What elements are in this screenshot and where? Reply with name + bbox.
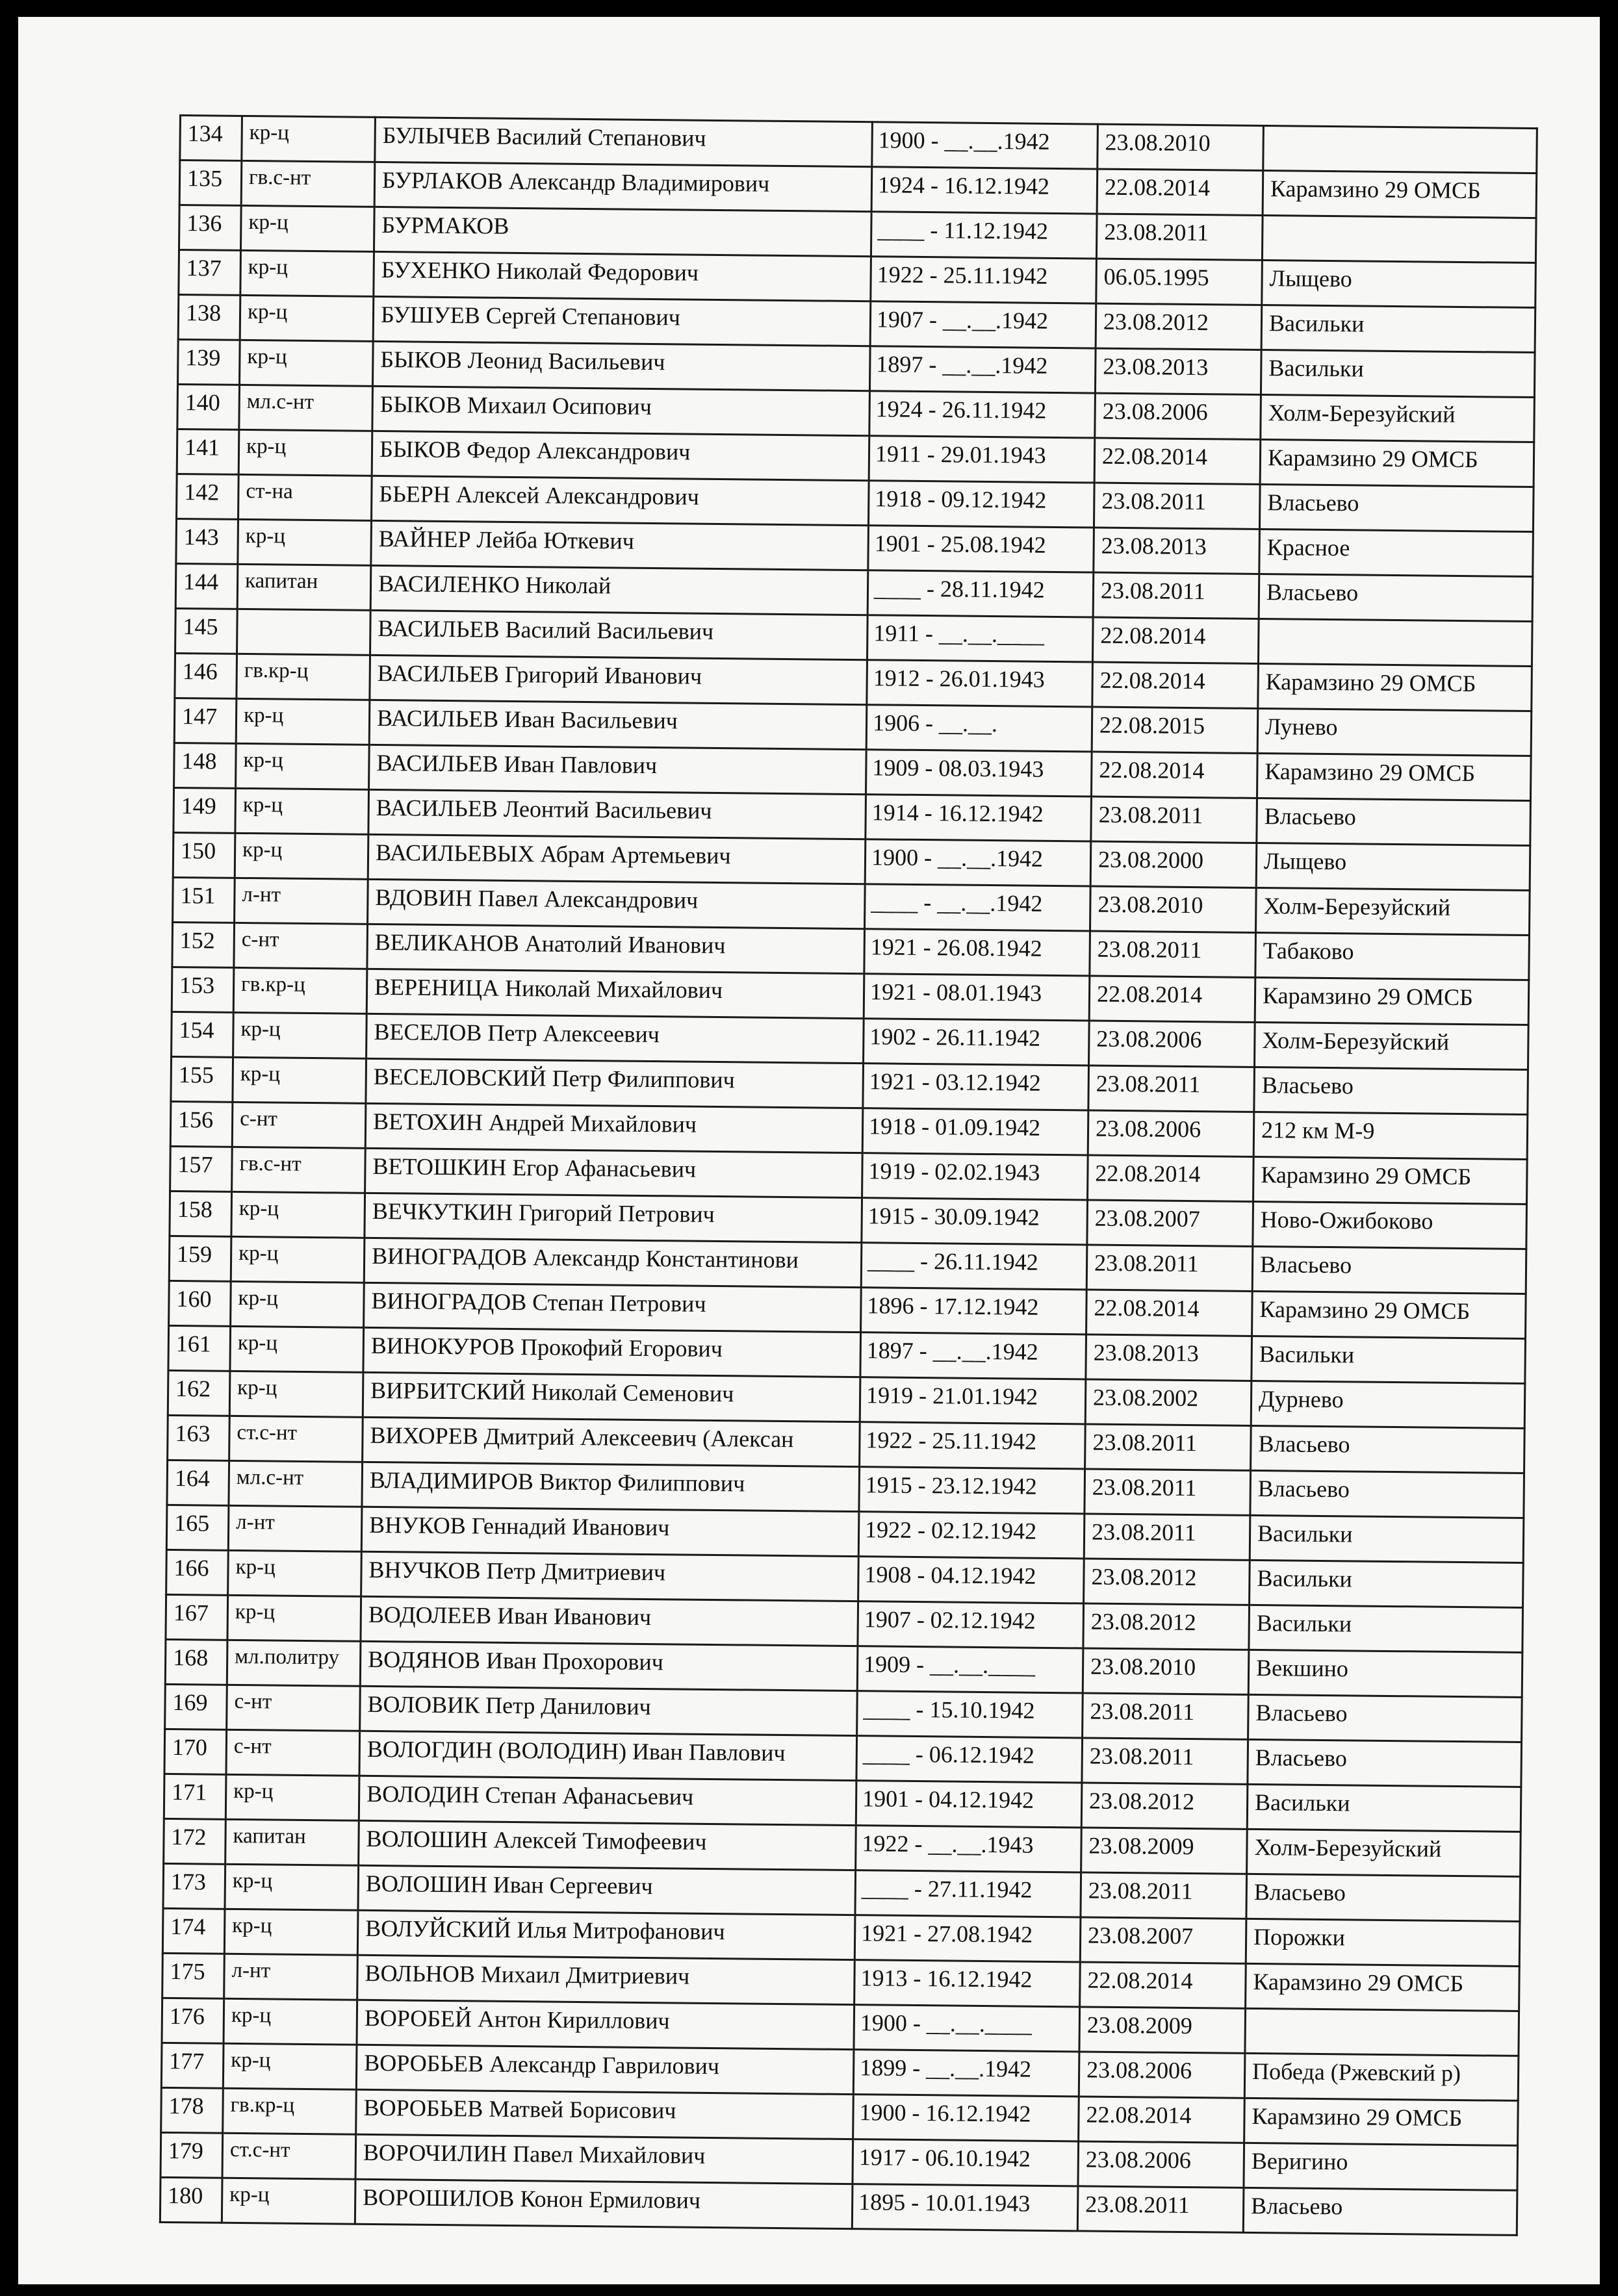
birth-death-years: 1899 - __.__.1942 [853, 2050, 1079, 2097]
birth-death-years: ____ - 26.11.1942 [861, 1243, 1087, 1290]
row-number: 175 [162, 1953, 225, 1998]
birth-death-years: 1921 - 03.12.1942 [863, 1064, 1089, 1110]
full-name: ВДОВИН Павел Александрович [368, 879, 866, 928]
reburial-date: 22.08.2014 [1092, 662, 1259, 708]
row-number: 144 [175, 563, 238, 609]
military-rank: кр-ц [224, 1909, 358, 1955]
birth-death-years: 1919 - 02.02.1943 [862, 1153, 1088, 1200]
birth-death-years: 1924 - 26.11.1942 [869, 391, 1096, 438]
row-number: 173 [163, 1863, 225, 1909]
row-number: 158 [170, 1191, 232, 1236]
burial-place: Векшино [1248, 1650, 1522, 1697]
full-name: ВОРОБЕЙ Антон Кириллович [357, 2000, 854, 2049]
reburial-date: 23.08.2011 [1082, 1738, 1248, 1784]
roster-body [160, 116, 1537, 2236]
full-name: ВОЛУЙСКИЙ Илья Митрофанович [357, 1910, 855, 1959]
birth-death-years: ____ - 15.10.1942 [857, 1691, 1083, 1738]
military-rank [237, 609, 371, 655]
row-number: 150 [173, 832, 235, 878]
birth-death-years: 1911 - __.__.____ [867, 615, 1093, 662]
military-rank: кр-ц [227, 1595, 361, 1641]
row-number: 140 [177, 384, 240, 429]
burial-place: Власьево [1257, 798, 1531, 845]
burial-place: Власьево [1248, 1739, 1522, 1787]
military-rank: мл.политру [227, 1640, 361, 1686]
reburial-date: 23.08.2007 [1080, 1917, 1246, 1963]
birth-death-years: 1909 - 08.03.1943 [866, 750, 1092, 797]
reburial-date: 06.05.1995 [1096, 259, 1263, 305]
burial-place [1263, 126, 1537, 173]
row-number: 179 [161, 2132, 223, 2178]
full-name: ВИНОГРАДОВ Александр Константинови [364, 1238, 862, 1287]
reburial-date: 23.08.2011 [1094, 483, 1260, 529]
full-name: БЬЕРН Алексей Александрович [372, 476, 869, 525]
full-name: ВАСИЛЬЕВЫХ Абрам Артемьевич [368, 834, 866, 884]
full-name: БУЛЫЧЕВ Василий Степанович [375, 117, 873, 166]
military-rank: л-нт [224, 1954, 358, 2000]
burial-place: Дурнево [1251, 1381, 1525, 1428]
military-rank: кр-ц [233, 1057, 366, 1103]
burial-place: Веригино [1244, 2143, 1518, 2190]
full-name: ВОДОЛЕЕВ Иван Иванович [361, 1596, 858, 1646]
reburial-date: 23.08.2012 [1083, 1603, 1250, 1650]
reburial-date: 23.08.2009 [1079, 2007, 1246, 2053]
row-number: 135 [179, 160, 242, 206]
full-name: БУРЛАКОВ Александр Владимирович [374, 162, 872, 211]
row-number: 171 [164, 1774, 226, 1819]
full-name: ВЕЛИКАНОВ Анатолий Иванович [367, 924, 865, 973]
row-number: 141 [177, 429, 239, 474]
burial-place: Красное [1259, 529, 1534, 576]
burial-place: Карамзино 29 ОМСБ [1257, 753, 1531, 800]
military-rank: кр-ц [238, 519, 372, 565]
birth-death-years: 1896 - 17.12.1942 [861, 1288, 1087, 1334]
military-rank: с-нт [226, 1729, 360, 1776]
reburial-date: 23.08.2013 [1086, 1334, 1252, 1381]
military-rank: кр-ц [240, 205, 374, 251]
military-rank: кр-ц [236, 743, 370, 789]
military-rank: кр-ц [233, 1012, 367, 1058]
birth-death-years: 1907 - __.__.1942 [870, 301, 1096, 348]
reburial-date: 23.08.2013 [1094, 528, 1260, 574]
military-rank: л-нт [228, 1505, 362, 1551]
full-name: БУРМАКОВ [374, 207, 871, 256]
full-name: ВИРБИТСКИЙ Николай Семенович [363, 1372, 860, 1422]
reburial-date: 23.08.2011 [1085, 1469, 1251, 1515]
military-rank: кр-ц [240, 250, 374, 296]
birth-death-years: 1900 - __.__.1942 [865, 839, 1091, 886]
full-name: ВАСИЛЕНКО Николай [370, 565, 868, 615]
reburial-date: 23.08.2012 [1081, 1783, 1248, 1829]
row-number: 164 [167, 1460, 229, 1505]
reburial-date: 23.08.2012 [1084, 1559, 1250, 1605]
row-number: 169 [165, 1684, 227, 1729]
reburial-date: 22.08.2015 [1092, 707, 1258, 753]
burial-place: 212 км М-9 [1253, 1112, 1528, 1159]
burial-place: Лыщево [1262, 261, 1536, 308]
row-number: 137 [179, 250, 241, 296]
military-rank: ст.с-нт [222, 2133, 356, 2179]
full-name: ВАСИЛЬЕВ Григорий Иванович [370, 655, 867, 704]
military-rank: л-нт [235, 878, 368, 924]
burial-place: Лунево [1257, 708, 1532, 756]
row-number: 160 [169, 1281, 231, 1326]
birth-death-years: ____ - __.__.1942 [865, 884, 1091, 931]
reburial-date: 23.08.2009 [1081, 1828, 1248, 1874]
military-rank: с-нт [234, 923, 368, 969]
reburial-date: 22.08.2014 [1092, 617, 1259, 663]
burial-place: Васильки [1261, 305, 1535, 353]
row-number: 149 [173, 787, 236, 833]
row-number: 167 [166, 1594, 228, 1640]
burial-place: Власьево [1259, 574, 1533, 621]
burial-place: Васильки [1250, 1515, 1524, 1563]
row-number: 155 [171, 1056, 233, 1102]
birth-death-years: 1922 - 25.11.1942 [871, 257, 1097, 303]
reburial-date: 23.08.2011 [1091, 797, 1257, 843]
birth-death-years: 1895 - 10.01.1943 [852, 2184, 1078, 2231]
row-number: 151 [173, 877, 235, 923]
full-name: ВОДЯНОВ Иван Прохорович [360, 1641, 858, 1690]
full-name: БУШУЕВ Сергей Степанович [373, 296, 871, 346]
burial-place: Власьево [1259, 484, 1534, 531]
birth-death-years: 1897 - __.__.1942 [869, 346, 1096, 393]
row-number: 166 [166, 1550, 229, 1595]
full-name: БЫКОВ Леонид Васильевич [372, 341, 870, 390]
military-rank: кр-ц [235, 788, 369, 834]
birth-death-years: 1906 - __.__. [866, 705, 1092, 752]
military-rank: кр-ц [236, 698, 370, 745]
row-number: 146 [175, 653, 237, 698]
row-number: 153 [172, 967, 234, 1012]
reburial-date: 23.08.2000 [1090, 841, 1257, 887]
reburial-date: 22.08.2014 [1079, 2097, 1245, 2143]
full-name: ВОРОБЬЕВ Александр Гаврилович [356, 2045, 854, 2094]
military-rank: гв.кр-ц [223, 2088, 357, 2134]
burial-place: Власьево [1252, 1246, 1526, 1294]
burial-place: Васильки [1249, 1605, 1523, 1652]
birth-death-years: 1922 - __.__.1943 [856, 1826, 1082, 1872]
military-rank: кр-ц [231, 1236, 365, 1282]
row-number: 142 [177, 474, 239, 519]
row-number: 159 [169, 1236, 231, 1281]
birth-death-years: 1917 - 06.10.1942 [853, 2139, 1079, 2186]
birth-death-years: 1897 - __.__.1942 [860, 1333, 1086, 1379]
row-number: 152 [172, 922, 235, 967]
row-number: 180 [160, 2177, 222, 2223]
burial-place: Карамзино 29 ОМСБ [1263, 171, 1537, 218]
birth-death-years: ____ - 11.12.1942 [871, 212, 1097, 259]
row-number: 148 [174, 743, 237, 788]
military-rank: кр-ц [242, 116, 376, 162]
birth-death-years: 1921 - 27.08.1942 [854, 1915, 1081, 1962]
military-rank: кр-ц [228, 1550, 362, 1596]
full-name: ВЕРЕНИЦА Николай Михайлович [366, 969, 864, 1018]
military-rank: кр-ц [240, 340, 374, 386]
military-rank: гв.кр-ц [237, 654, 370, 700]
birth-death-years: 1914 - 16.12.1942 [866, 795, 1092, 841]
row-number: 161 [168, 1325, 231, 1371]
birth-death-years: 1924 - 16.12.1942 [871, 167, 1098, 214]
burial-place: Победа (Ржевский р) [1244, 2053, 1519, 2100]
reburial-date: 23.08.2013 [1095, 348, 1261, 394]
full-name: БЫКОВ Михаил Осипович [372, 386, 870, 435]
reburial-date: 23.08.2011 [1086, 1245, 1253, 1291]
full-name: БЫКОВ Федор Александрович [372, 431, 869, 480]
reburial-date: 23.08.2010 [1083, 1648, 1249, 1694]
burial-roster-table [159, 114, 1538, 2236]
birth-death-years: 1922 - 25.11.1942 [860, 1422, 1086, 1469]
burial-place: Карамзино 29 ОМСБ [1246, 1963, 1520, 2011]
full-name: ВАСИЛЬЕВ Иван Павлович [369, 745, 867, 794]
burial-place: Карамзино 29 ОМСБ [1258, 663, 1532, 711]
birth-death-years: 1918 - 09.12.1942 [868, 481, 1094, 528]
military-rank: с-нт [227, 1685, 361, 1731]
full-name: ВИНОГРАДОВ Степан Петрович [364, 1282, 862, 1332]
military-rank: кр-ц [225, 1864, 359, 1910]
military-rank: мл.с-нт [239, 385, 373, 431]
full-name: ВОЛОДИН Степан Афанасьевич [359, 1776, 856, 1825]
burial-place: Карамзино 29 ОМСБ [1260, 439, 1534, 487]
reburial-date: 23.08.2011 [1077, 2186, 1244, 2232]
burial-place: Холм-Березуйский [1255, 887, 1530, 935]
full-name: ВОЛОГДИН (ВОЛОДИН) Иван Павлович [359, 1731, 857, 1780]
full-name: ВОЛОШИН Алексей Тимофеевич [359, 1820, 856, 1870]
reburial-date: 23.08.2011 [1096, 214, 1263, 260]
reburial-date: 23.08.2011 [1085, 1424, 1252, 1470]
military-rank: ст-на [238, 474, 372, 520]
row-number: 163 [168, 1415, 230, 1461]
birth-death-years: 1918 - 01.09.1942 [862, 1108, 1088, 1155]
reburial-date: 22.08.2014 [1089, 976, 1255, 1022]
row-number: 145 [175, 608, 238, 654]
reburial-date: 23.08.2011 [1083, 1693, 1249, 1739]
burial-place: Васильки [1261, 350, 1535, 398]
burial-place: Васильки [1252, 1336, 1526, 1383]
burial-place: Власьево [1246, 1874, 1521, 1921]
reburial-date: 23.08.2010 [1090, 886, 1256, 932]
burial-place: Холм-Березуйский [1261, 394, 1535, 442]
military-rank: кр-ц [231, 1192, 365, 1238]
military-rank: кр-ц [235, 833, 368, 879]
row-number: 170 [164, 1729, 227, 1774]
full-name: ВЛАДИМИРОВ Виктор Филиппович [362, 1462, 860, 1511]
row-number: 147 [174, 698, 237, 743]
birth-death-years: 1912 - 26.01.1943 [867, 660, 1093, 707]
reburial-date: 23.08.2012 [1096, 303, 1262, 350]
military-rank: кр-ц [230, 1326, 364, 1372]
burial-place: Ново-Ожибоково [1253, 1201, 1527, 1249]
full-name: ВИХОРЕВ Дмитрий Алексеевич (Алексан [363, 1417, 860, 1466]
burial-place: Васильки [1247, 1784, 1521, 1831]
military-rank: гв.с-нт [241, 160, 375, 207]
military-rank: кр-ц [231, 1281, 365, 1327]
reburial-date: 23.08.2006 [1078, 2141, 1244, 2188]
full-name: ВЕТОХИН Андрей Михайлович [365, 1103, 863, 1153]
birth-death-years: 1901 - 25.08.1942 [868, 526, 1094, 572]
row-number: 168 [165, 1639, 227, 1685]
burial-place: Карамзино 29 ОМСБ [1253, 1156, 1528, 1204]
birth-death-years: 1919 - 21.01.1942 [860, 1377, 1086, 1424]
birth-death-years: 1915 - 30.09.1942 [862, 1198, 1088, 1245]
birth-death-years: 1907 - 02.12.1942 [858, 1601, 1084, 1648]
military-rank: кр-ц [238, 429, 372, 476]
birth-death-years: 1921 - 08.01.1943 [864, 974, 1090, 1021]
birth-death-years: ____ - 27.11.1942 [855, 1870, 1081, 1917]
full-name: ВЕСЕЛОВ Петр Алексеевич [366, 1014, 864, 1063]
row-number: 154 [172, 1012, 234, 1057]
reburial-date: 23.08.2006 [1079, 2052, 1245, 2098]
reburial-date: 23.08.2011 [1081, 1872, 1247, 1919]
military-rank: мл.с-нт [229, 1461, 363, 1507]
full-name: ВОРОШИЛОВ Конон Ермилович [355, 2179, 853, 2228]
birth-death-years: 1908 - 04.12.1942 [858, 1557, 1085, 1603]
military-rank: капитан [225, 1819, 359, 1865]
row-number: 139 [178, 339, 240, 385]
military-rank: кр-ц [229, 1371, 363, 1417]
burial-place: Порожки [1246, 1919, 1520, 1966]
full-name: ВОЛОШИН Иван Сергеевич [358, 1865, 856, 1915]
row-number: 138 [178, 295, 240, 340]
reburial-date: 23.08.2006 [1089, 1021, 1255, 1067]
burial-place: Холм-Березуйский [1247, 1829, 1521, 1876]
row-number: 143 [176, 518, 238, 564]
full-name: ВАСИЛЬЕВ Василий Васильевич [370, 610, 868, 659]
reburial-date: 23.08.2006 [1095, 393, 1261, 439]
row-number: 172 [164, 1818, 226, 1864]
row-number: 162 [168, 1370, 230, 1416]
burial-place [1245, 2008, 1519, 2056]
burial-place: Власьево [1254, 1067, 1528, 1114]
full-name: ВЕТОШКИН Егор Афанасьевич [365, 1148, 863, 1197]
row-number: 156 [170, 1101, 233, 1147]
row-number: 177 [161, 2043, 224, 2088]
reburial-date: 22.08.2014 [1097, 169, 1263, 215]
burial-place: Власьево [1243, 2188, 1517, 2235]
burial-place: Карамзино 29 ОМСБ [1252, 1291, 1526, 1338]
row-number: 134 [180, 116, 242, 161]
reburial-date: 22.08.2014 [1094, 438, 1261, 484]
full-name: ВНУЧКОВ Петр Дмитриевич [361, 1551, 859, 1601]
military-rank: гв.с-нт [232, 1147, 366, 1193]
reburial-date: 23.08.2002 [1085, 1379, 1252, 1425]
full-name: ВОЛОВИК Петр Данилович [360, 1686, 858, 1735]
birth-death-years: 1900 - __.__.1942 [872, 122, 1098, 169]
birth-death-years: 1915 - 23.12.1942 [859, 1467, 1085, 1514]
military-rank: кр-ц [225, 1774, 359, 1820]
full-name: ВИНОКУРОВ Прокофий Егорович [363, 1327, 861, 1377]
burial-place: Табаково [1255, 932, 1530, 980]
birth-death-years: ____ - 28.11.1942 [867, 570, 1094, 617]
document-page [18, 17, 1600, 2284]
row-number: 174 [162, 1908, 225, 1954]
military-rank: кр-ц [223, 2043, 357, 2089]
birth-death-years: 1922 - 02.12.1942 [858, 1512, 1085, 1559]
reburial-date: 23.08.2011 [1090, 931, 1256, 977]
burial-place: Лыщево [1256, 843, 1530, 890]
reburial-date: 23.08.2006 [1088, 1110, 1254, 1156]
birth-death-years: 1900 - __.__.____ [854, 2005, 1080, 2052]
burial-place: Карамзино 29 ОМСБ [1255, 977, 1529, 1025]
full-name: ВНУКОВ Геннадий Иванович [361, 1507, 859, 1556]
row-number: 165 [166, 1505, 229, 1550]
burial-place: Власьево [1248, 1694, 1522, 1742]
reburial-date: 23.08.2010 [1098, 124, 1264, 170]
reburial-date: 22.08.2014 [1088, 1155, 1254, 1201]
reburial-date: 23.08.2011 [1088, 1065, 1255, 1112]
reburial-date: 23.08.2007 [1087, 1200, 1253, 1246]
full-name: ВЕЧКУТКИН Григорий Петрович [365, 1193, 862, 1242]
reburial-date: 23.08.2011 [1084, 1514, 1250, 1560]
birth-death-years: 1913 - 16.12.1942 [854, 1960, 1081, 2007]
birth-death-years: 1921 - 26.08.1942 [864, 929, 1090, 976]
military-rank: капитан [237, 564, 371, 610]
military-rank: кр-ц [224, 1998, 357, 2045]
row-number: 157 [170, 1146, 233, 1192]
reburial-date: 23.08.2011 [1093, 572, 1259, 619]
military-rank: с-нт [232, 1102, 366, 1148]
burial-place [1258, 619, 1532, 666]
birth-death-years: 1901 - 04.12.1942 [856, 1781, 1082, 1828]
full-name: ВЕСЕЛОВСКИЙ Петр Филиппович [366, 1058, 864, 1108]
full-name: ВОРОЧИЛИН Павел Михайлович [355, 2134, 853, 2184]
full-name: ВАСИЛЬЕВ Иван Васильевич [369, 700, 867, 749]
military-rank: ст.с-нт [229, 1416, 363, 1462]
birth-death-years: 1909 - __.__.____ [857, 1646, 1083, 1693]
burial-place: Васильки [1250, 1560, 1524, 1607]
military-rank: кр-ц [240, 295, 374, 341]
reburial-date: 22.08.2014 [1086, 1290, 1253, 1336]
reburial-date: 22.08.2014 [1080, 1962, 1246, 2008]
burial-place: Власьево [1251, 1425, 1525, 1473]
full-name: ВОРОБЬЕВ Матвей Борисович [356, 2089, 854, 2139]
full-name: ВОЛЬНОВ Михаил Дмитриевич [357, 1955, 855, 2004]
burial-place [1262, 216, 1536, 263]
burial-place: Карамзино 29 ОМСБ [1244, 2098, 1519, 2145]
full-name: ВАЙНЕР Лейба Юткевич [371, 520, 869, 570]
birth-death-years: ____ - 06.12.1942 [856, 1736, 1083, 1783]
row-number: 136 [179, 205, 241, 251]
military-rank: гв.кр-ц [233, 967, 367, 1014]
military-rank: кр-ц [222, 2178, 355, 2224]
row-number: 178 [161, 2087, 224, 2133]
full-name: ВАСИЛЬЕВ Леонтий Васильевич [368, 789, 866, 839]
burial-place: Холм-Березуйский [1254, 1022, 1528, 1069]
birth-death-years: 1911 - 29.01.1943 [869, 436, 1095, 483]
full-name: БУХЕНКО Николай Федорович [374, 251, 871, 301]
birth-death-years: 1902 - 26.11.1942 [864, 1019, 1090, 1065]
reburial-date: 22.08.2014 [1091, 752, 1257, 798]
burial-place: Власьево [1250, 1470, 1524, 1518]
row-number: 176 [162, 1998, 224, 2043]
birth-death-years: 1900 - 16.12.1942 [853, 2095, 1079, 2141]
